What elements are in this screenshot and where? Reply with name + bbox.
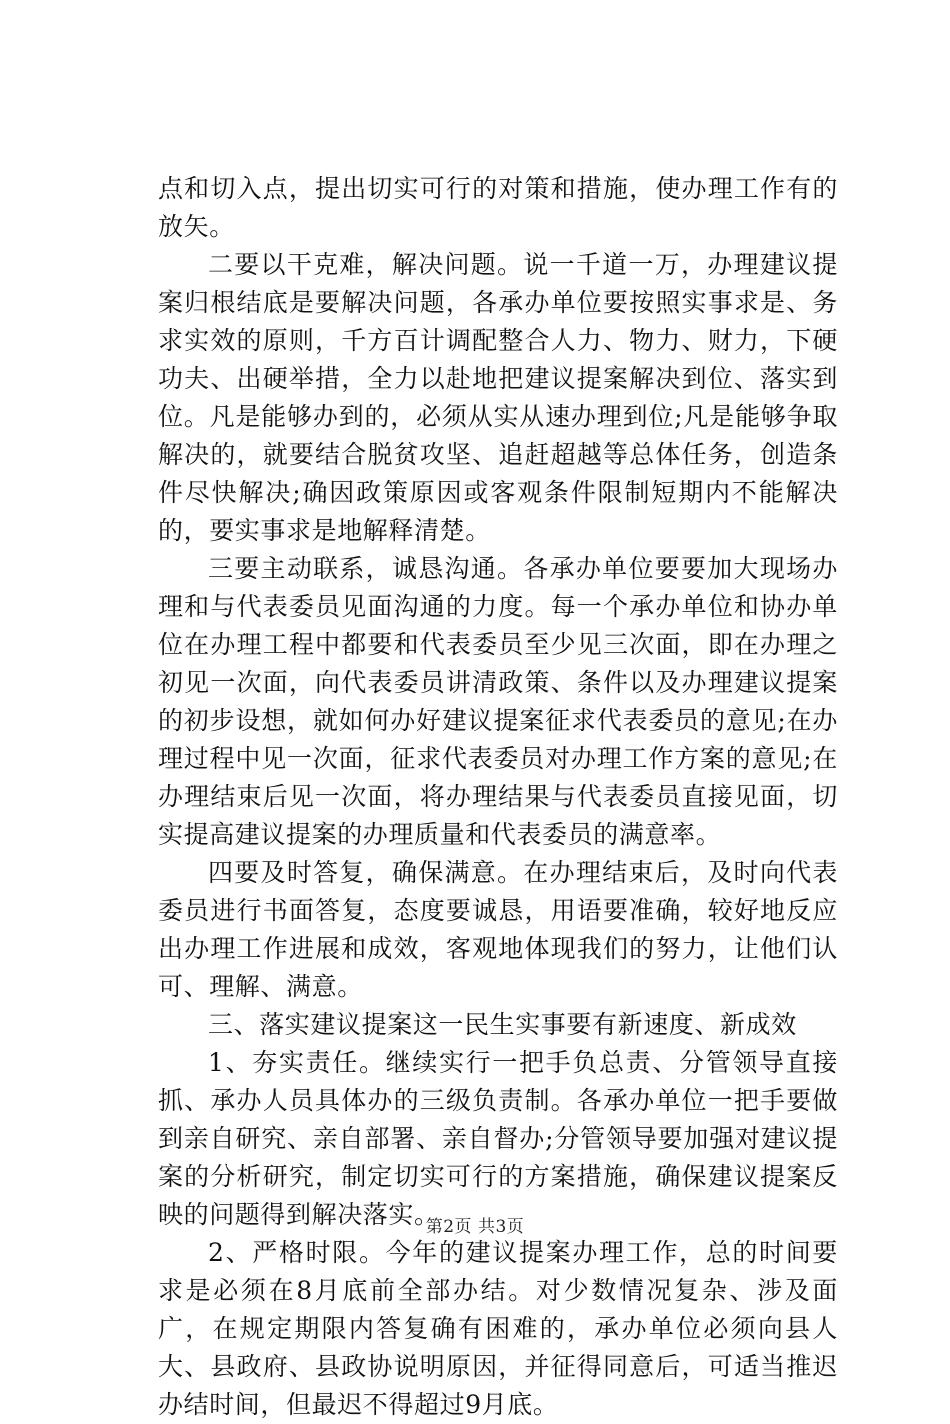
paragraph-point-three: 三要主动联系，诚恳沟通。各承办单位要要加大现场办理和与代表委员见面沟通的力度。每一个承办单位和协办单位在办理工程中都要和代表委员至少见三次面，即在办理之初见一次面，向代表委员讲清政策、条件以及办理建议提案的初步设想，就如何办好建议提案征求代表委员的意见;在办理过程中见一次面，征求代表委员对办理工作方案的意见;在办理结束后见一次面，将办理结果与代表委员直接见面，切实提高建议提案的办理质量和代表委员的满意率。 bbox=[158, 554, 838, 849]
paragraph-point-two: 二要以干克难，解决问题。说一千道一万，办理建议提案归根结底是要解决问题，各承办单位要按照实事求是、务求实效的原则，千方百计调配整合人力、物力、财力，下硬功夫、出硬举措，全力以赴地把建议提案解决到位、落实到位。凡是能够办到的，必须从实从速办理到位;凡是能够争取解决的，就要结合脱贫攻坚、追赶超越等总体任务，创造条件尽快解决;确因政策原因或客观条件限制短期内不能解决的，要实事求是地解释清楚。 bbox=[158, 250, 838, 545]
page-number-footer: 第2页 共3页 bbox=[425, 1217, 525, 1237]
paragraph-item-two: 2、严格时限。今年的建议提案办理工作，总的时间要求是必须在8月底前全部办结。对少数情况复杂、涉及面广，在规定期限内答复确有困难的，承办单位必须向县人大、县政府、县政协说明原因，并征得同意后，可适当推迟办结时间，但最迟不得超过9月底。 bbox=[158, 1238, 838, 1419]
paragraph-point-four: 四要及时答复，确保满意。在办理结束后，及时向代表委员进行书面答复，态度要诚恳，用语要准确，较好地反应出办理工作进展和成效，客观地体现我们的努力，让他们认可、理解、满意。 bbox=[158, 858, 838, 1001]
section-heading-three: 三、落实建议提案这一民生实事要有新速度、新成效 bbox=[208, 1010, 797, 1039]
paragraph-continuation: 点和切入点，提出切实可行的对策和措施，使办理工作有的放矢。 bbox=[158, 174, 838, 241]
paragraph-item-one: 1、夯实责任。继续实行一把手负总责、分管领导直接抓、承办人员具体办的三级负责制。各承办单位一把手要做到亲自研究、亲自部署、亲自督办;分管领导要加强对建议提案的分析研究，制定切实可行的方案措施，确保建议提案反映的问题得到解决落实。 bbox=[158, 1048, 838, 1229]
